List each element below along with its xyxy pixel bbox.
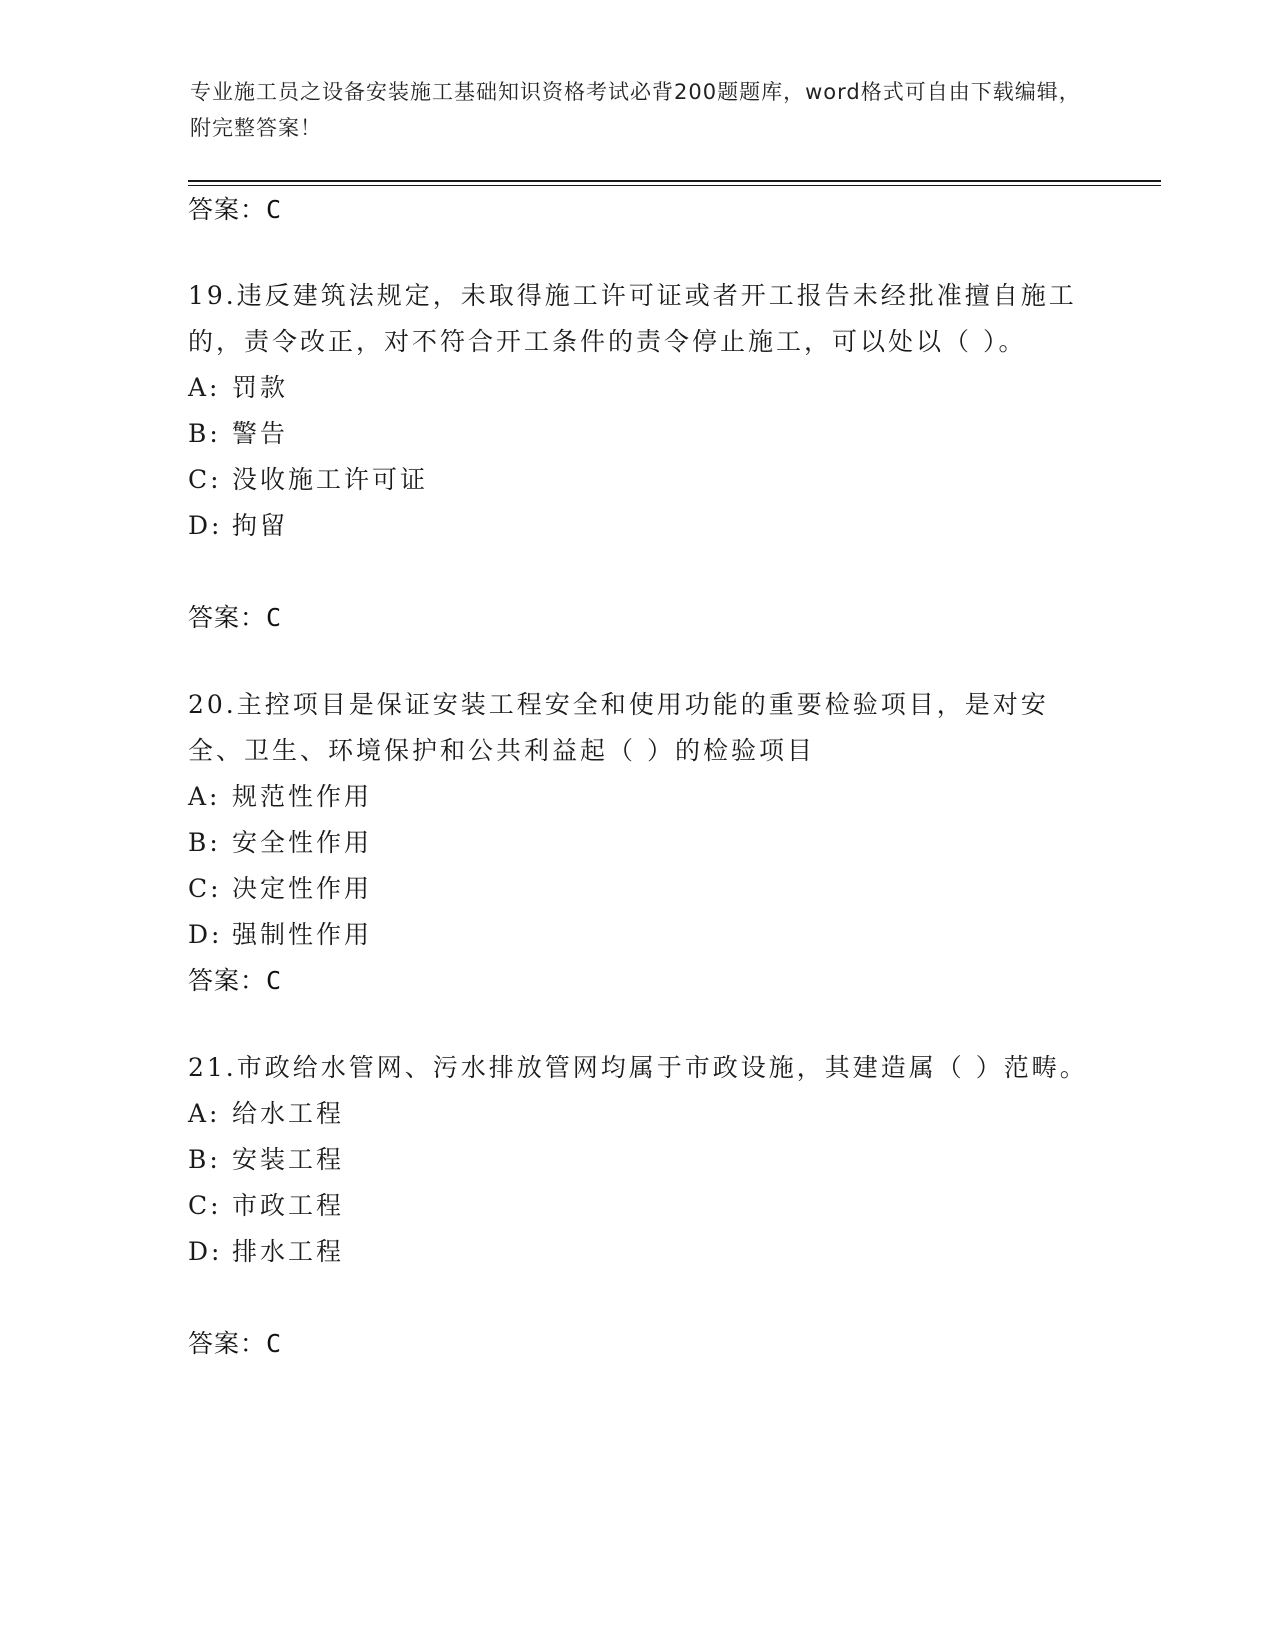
answer-value: C — [266, 966, 283, 995]
option-text: 安装工程 — [232, 1145, 345, 1174]
answer-value: C — [266, 1329, 283, 1358]
option-d — [188, 912, 1088, 958]
document-header: 专业施工员之设备安装施工基础知识资格考试必背200题题库，word格式可自由下载编辑，附完整答案！ — [190, 80, 1081, 140]
option-text: 安全性作用 — [232, 828, 373, 857]
option-c — [188, 457, 1088, 503]
answer-label: 答案： — [188, 603, 267, 632]
option-letter: B: — [188, 419, 221, 448]
question-21 — [188, 1045, 1088, 1275]
option-letter: D: — [188, 1237, 223, 1266]
option-list — [188, 1091, 1088, 1275]
option-b — [188, 820, 1088, 866]
option-text: 排水工程 — [232, 1237, 345, 1266]
option-text: 市政工程 — [232, 1191, 345, 1220]
option-c — [188, 1183, 1088, 1229]
header-divider-thick — [188, 180, 1161, 182]
option-a — [188, 774, 1088, 820]
option-letter: A: — [188, 373, 221, 402]
option-text: 决定性作用 — [232, 874, 373, 903]
option-b — [188, 411, 1088, 457]
question-19 — [188, 273, 1088, 549]
option-letter: B: — [188, 1145, 221, 1174]
option-letter: C: — [188, 465, 222, 494]
option-c — [188, 866, 1088, 912]
header-divider-thin — [188, 185, 1161, 186]
question-stem: 20.主控项目是保证安装工程安全和使用功能的重要检验项目，是对安全、卫生、环境保护和公共利益起（ ）的检验项目 — [188, 690, 1049, 765]
question-stem: 19.违反建筑法规定，未取得施工许可证或者开工报告未经批准擅自施工的，责令改正，对不符合开工条件的责令停止施工，可以处以（ ）。 — [188, 281, 1077, 356]
answer-label: 答案： — [188, 1329, 267, 1358]
option-letter: A: — [188, 782, 221, 811]
option-text: 警告 — [232, 419, 289, 448]
answer-line-19 — [188, 598, 282, 638]
option-letter: C: — [188, 1191, 222, 1220]
option-letter: A: — [188, 1099, 221, 1128]
option-text: 强制性作用 — [232, 920, 373, 949]
answer-value: C — [266, 603, 283, 632]
option-a — [188, 365, 1088, 411]
option-list — [188, 365, 1088, 549]
option-letter: D: — [188, 511, 223, 540]
option-letter: D: — [188, 920, 223, 949]
option-text: 规范性作用 — [232, 782, 373, 811]
option-a — [188, 1091, 1088, 1137]
option-list — [188, 774, 1088, 958]
option-letter: B: — [188, 828, 221, 857]
answer-label: 答案： — [188, 195, 267, 224]
answer-line-previous — [188, 190, 282, 230]
option-text: 给水工程 — [232, 1099, 345, 1128]
answer-value: C — [266, 195, 283, 224]
option-text: 没收施工许可证 — [232, 465, 429, 494]
option-d — [188, 503, 1088, 549]
option-letter: C: — [188, 874, 222, 903]
answer-line-21 — [188, 1324, 282, 1364]
question-20 — [188, 682, 1088, 958]
answer-label: 答案： — [188, 966, 267, 995]
question-stem: 21.市政给水管网、污水排放管网均属于市政设施，其建造属（ ）范畴。 — [188, 1053, 1088, 1082]
option-d — [188, 1229, 1088, 1275]
option-text: 拘留 — [232, 511, 289, 540]
option-text: 罚款 — [232, 373, 289, 402]
option-b — [188, 1137, 1088, 1183]
answer-line-20 — [188, 961, 282, 1001]
